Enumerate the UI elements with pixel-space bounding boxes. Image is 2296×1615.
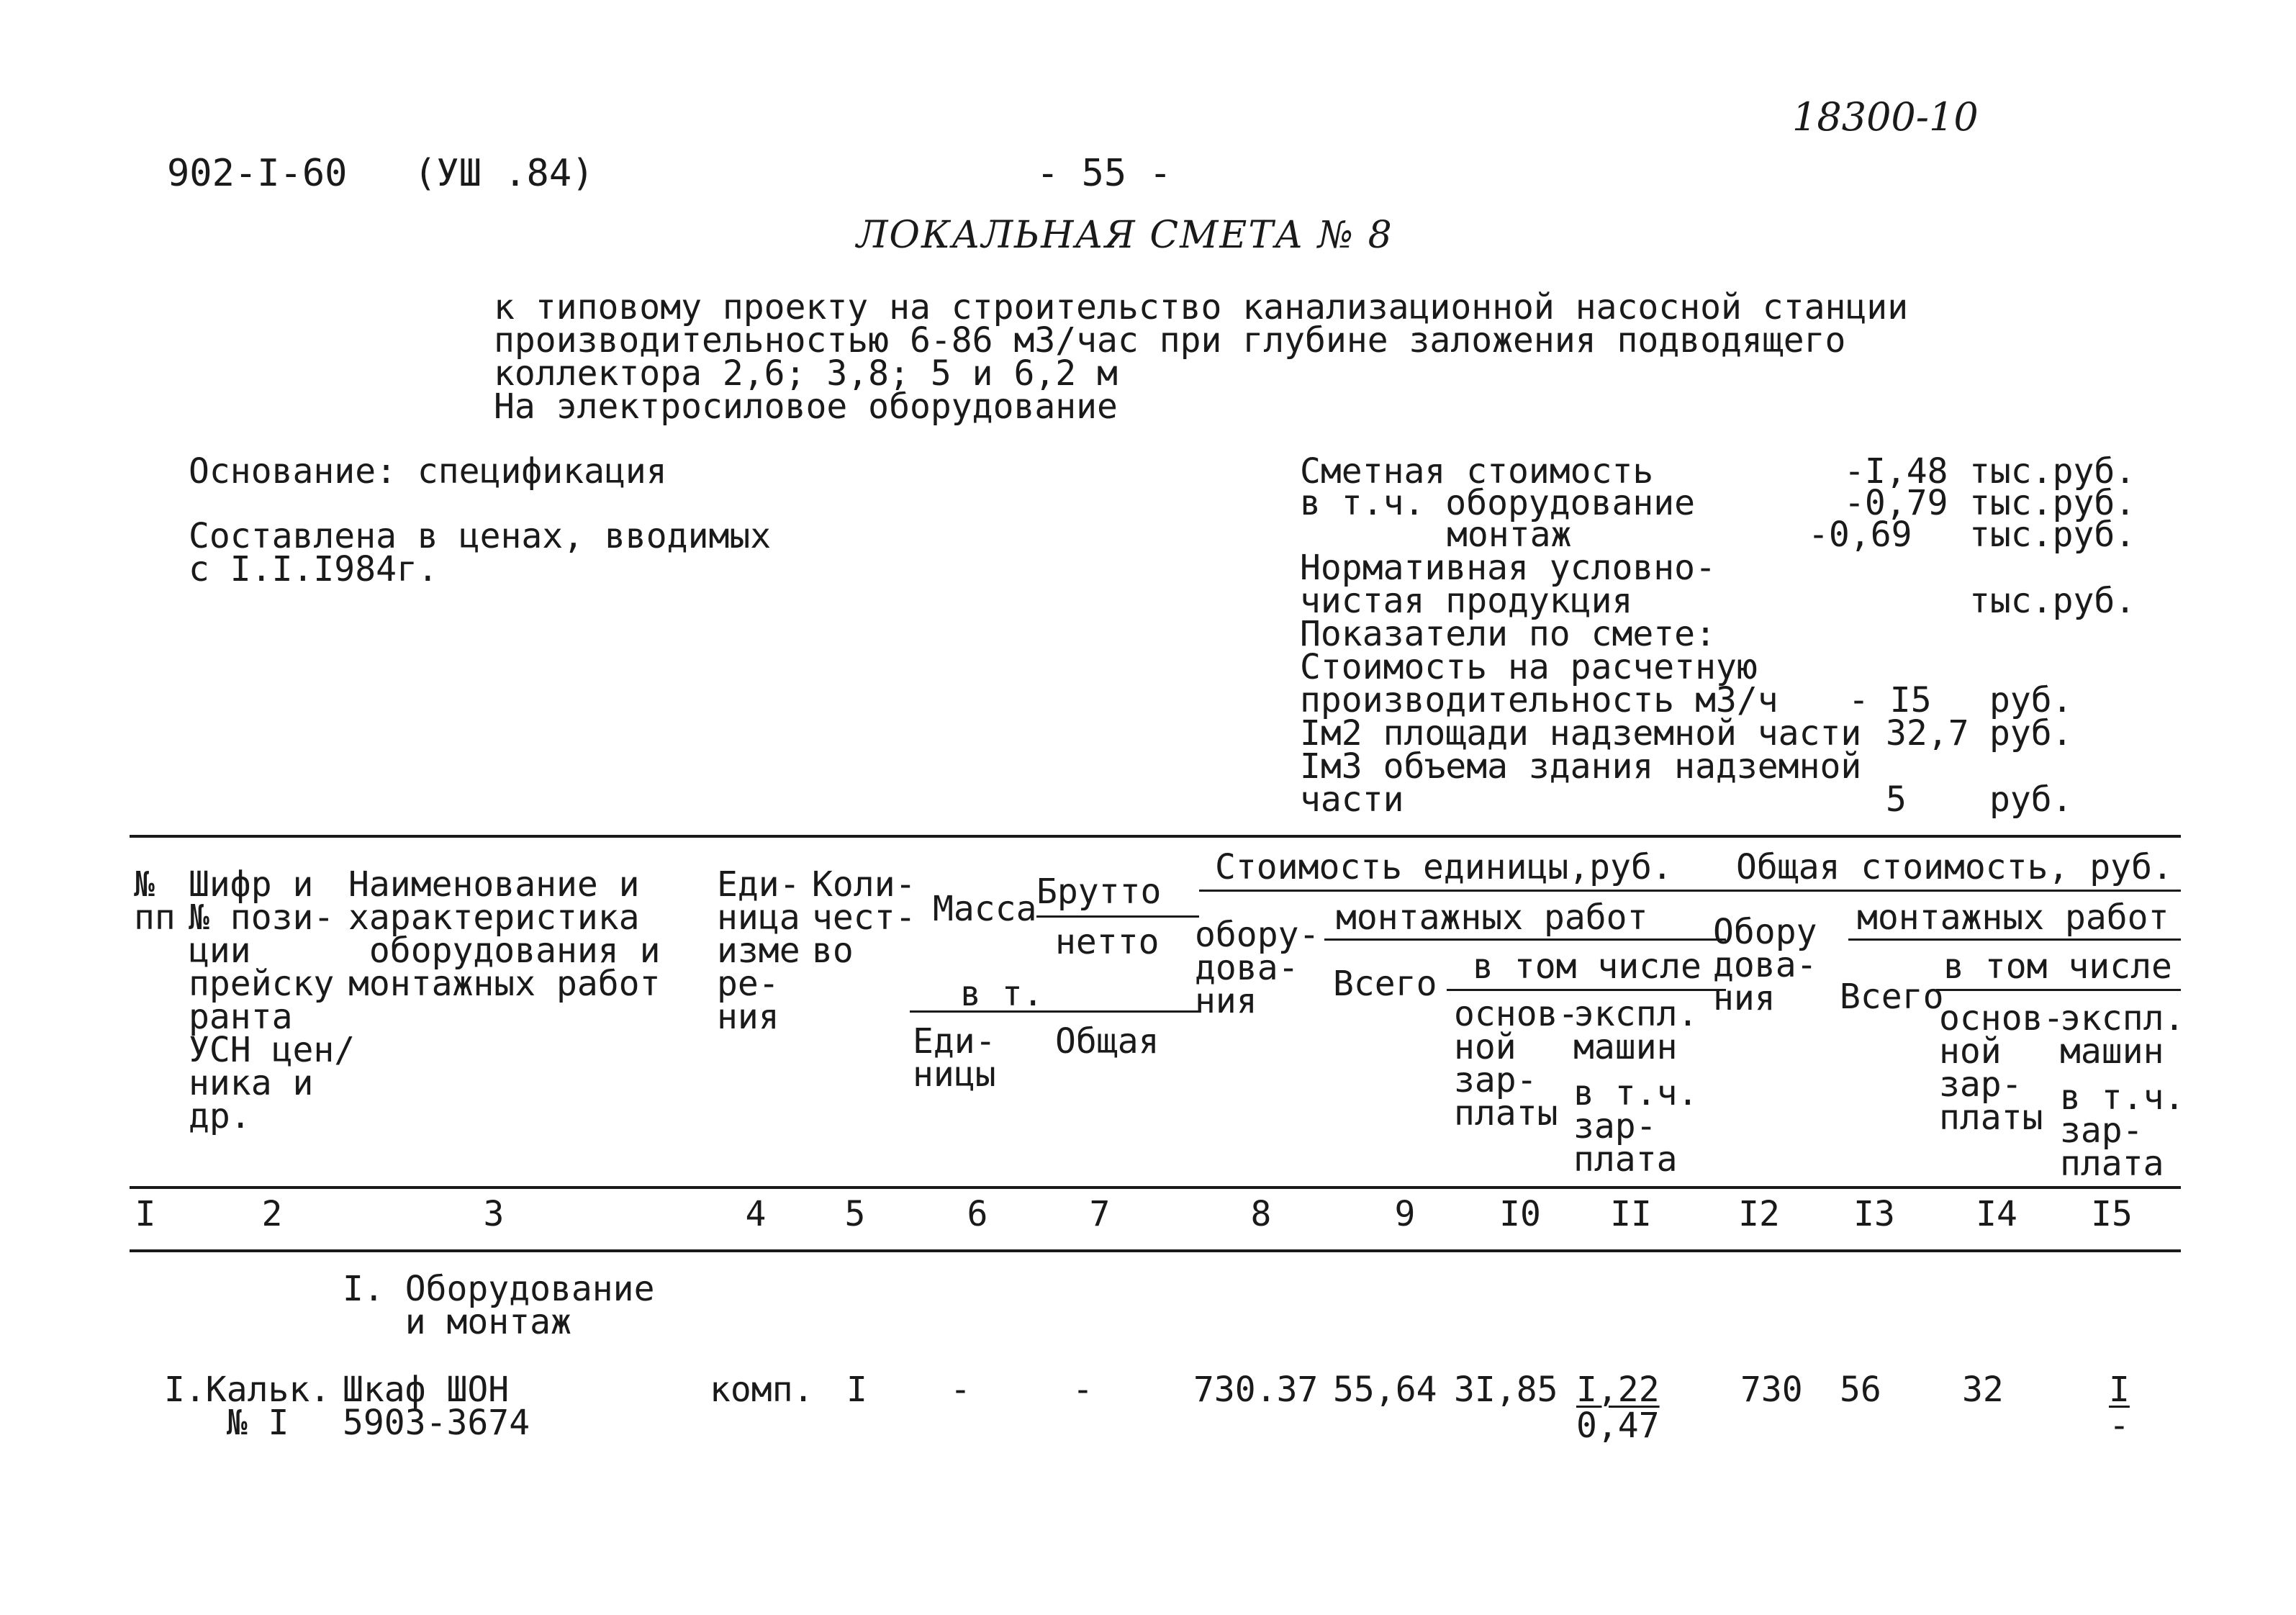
col-group-install-works-total: монтажных работ bbox=[1857, 897, 2169, 938]
indicators-label: Показатели по смете: bbox=[1300, 614, 1716, 654]
table-top-rule bbox=[130, 835, 2181, 838]
col-header-in-t: в т. bbox=[960, 974, 1044, 1014]
installation-cost-label: монтаж bbox=[1447, 515, 1572, 555]
col-group-incl2: в том числе bbox=[1943, 946, 2172, 987]
item-base-salary2: 32 bbox=[1962, 1370, 2004, 1410]
col-header-base-salary: основ- ной зар- платы bbox=[1454, 994, 1579, 1134]
capacity-cost-label: Стоимость на расчетную bbox=[1300, 647, 1758, 687]
col-header-mass: Масса bbox=[933, 889, 1037, 929]
item-equip-cost: 730.37 bbox=[1193, 1370, 1319, 1410]
col-header-unit: Еди- ница изме ре- ния bbox=[717, 864, 800, 1037]
section-title: I. Оборудование и монтаж bbox=[343, 1269, 655, 1342]
column-number: 3 bbox=[483, 1194, 505, 1234]
item-machines: I,22 bbox=[1576, 1370, 1660, 1410]
installation-cost-value: -0,69 bbox=[1808, 515, 1912, 555]
estimated-cost-label: Сметная стоимость bbox=[1300, 451, 1654, 492]
item-install-total: 55,64 bbox=[1333, 1370, 1437, 1410]
project-code-suffix: (УШ .84) bbox=[414, 152, 595, 195]
item-unit: комп. bbox=[710, 1370, 814, 1410]
installation-cost-unit: тыс.руб. bbox=[1969, 515, 2136, 555]
equipment-cost-label: в т.ч. оборудование bbox=[1300, 483, 1696, 523]
col-header-brutto: Брутто bbox=[1036, 872, 1162, 912]
item-machines-salary2: - bbox=[2109, 1406, 2130, 1446]
column-number: I0 bbox=[1499, 1194, 1541, 1234]
equipment-cost-value: -0,79 bbox=[1844, 483, 1948, 523]
col-header-netto: нетто bbox=[1055, 922, 1160, 962]
estimated-cost-value: -I,48 bbox=[1844, 451, 1948, 492]
subtitle-line: производительностью 6-86 м3/час при глубине заложения подводящего bbox=[494, 320, 1846, 361]
table-header-bottom-rule bbox=[130, 1186, 2181, 1189]
column-number: I5 bbox=[2091, 1194, 2133, 1234]
column-number: I4 bbox=[1976, 1194, 2017, 1234]
subtitle-line: коллектора 2,6; 3,8; 5 и 6,2 м bbox=[494, 353, 1118, 394]
volume-cost-label: части bbox=[1300, 779, 1404, 820]
volume-cost-unit: руб. bbox=[1989, 779, 2073, 820]
col-header-total2: Всего bbox=[1840, 977, 1944, 1017]
install-works-total-rule bbox=[1848, 938, 2181, 941]
area-cost-value: 32,7 bbox=[1886, 713, 1969, 754]
prices-text: Составлена в ценах, вводимых bbox=[189, 516, 772, 556]
unit-cost-rule bbox=[1199, 890, 1726, 892]
basis-text: Основание: спецификация bbox=[189, 451, 667, 492]
col-group-unit-cost: Стоимость единицы,руб. bbox=[1215, 847, 1673, 887]
column-number: 2 bbox=[261, 1194, 283, 1234]
normative-label: чистая продукция bbox=[1300, 581, 1633, 621]
col-header-num: № пп bbox=[134, 864, 176, 938]
col-header-machines: экспл. машин bbox=[1573, 994, 1699, 1067]
col-group-incl: в том числе bbox=[1473, 946, 1701, 987]
col-header-machines-salary: в т.ч. зар- плата bbox=[1573, 1073, 1699, 1180]
col-header-qty: Коли- чест- во bbox=[812, 864, 916, 971]
column-number: 8 bbox=[1250, 1194, 1272, 1234]
subtitle-line: к типовому проекту на строительство канализационной насосной станции bbox=[494, 287, 1909, 327]
column-number: II bbox=[1610, 1194, 1652, 1234]
total-cost-rule bbox=[1726, 890, 2181, 892]
col-header-code: Шифр и № пози- ции прейску ранта УСН цен/ ника и др. bbox=[189, 864, 356, 1136]
col-header-unit-mass: Еди- ницы bbox=[913, 1021, 996, 1095]
subtitle-line: На электросиловое оборудование bbox=[494, 386, 1118, 427]
area-cost-unit: руб. bbox=[1989, 713, 2073, 754]
col-header-machines-salary2: в т.ч. зар- плата bbox=[2060, 1077, 2185, 1184]
col-group-install-works: монтажных работ bbox=[1336, 897, 1648, 938]
column-number: 7 bbox=[1089, 1194, 1111, 1234]
column-number: 9 bbox=[1394, 1194, 1416, 1234]
mass-rule bbox=[910, 1010, 1199, 1013]
col-group-total-cost: Общая стоимость, руб. bbox=[1736, 847, 2173, 887]
estimated-cost-unit: тыс.руб. bbox=[1969, 451, 2136, 492]
project-code: 902-I-60 bbox=[167, 152, 348, 195]
item-base-salary: 3I,85 bbox=[1454, 1370, 1558, 1410]
equipment-cost-unit: тыс.руб. bbox=[1969, 483, 2136, 523]
column-number: I bbox=[135, 1194, 156, 1234]
incl-total-rule bbox=[1936, 989, 2181, 991]
capacity-cost-value: - I5 bbox=[1848, 680, 1932, 720]
col-header-equip-total: Обору дова- ния bbox=[1713, 912, 1817, 1018]
item-mass-unit: - bbox=[950, 1370, 971, 1410]
item-mass-total: - bbox=[1072, 1370, 1093, 1410]
normative-unit: тыс.руб. bbox=[1969, 581, 2136, 621]
archive-stamp: 18300-10 bbox=[1792, 94, 1979, 140]
area-cost-label: Iм2 площади надземной части bbox=[1300, 713, 1862, 754]
item-qty: I bbox=[846, 1370, 867, 1410]
col-header-name: Наименование и характеристика оборудования и монтажных работ bbox=[348, 864, 661, 1004]
col-header-total-mass: Общая bbox=[1055, 1021, 1160, 1062]
column-number: 6 bbox=[967, 1194, 988, 1234]
volume-cost-value: 5 bbox=[1886, 779, 1907, 820]
row-number: I.Кальк. № I bbox=[164, 1370, 331, 1443]
col-header-equip-unit: обору- дова- ния bbox=[1195, 915, 1320, 1021]
column-number: 4 bbox=[745, 1194, 767, 1234]
capacity-cost-unit: руб. bbox=[1989, 680, 2073, 720]
item-machines2: I bbox=[2109, 1370, 2130, 1410]
column-number: 5 bbox=[844, 1194, 866, 1234]
col-header-machines2: экспл. машин bbox=[2060, 998, 2185, 1072]
prices-date: с I.I.I984г. bbox=[189, 549, 438, 589]
col-header-base-salary2: основ- ной зар- платы bbox=[1939, 998, 2064, 1138]
capacity-cost-label: производительность м3/ч bbox=[1300, 680, 1779, 720]
column-number: I3 bbox=[1853, 1194, 1895, 1234]
normative-label: Нормативная условно- bbox=[1300, 548, 1716, 588]
document-title: ЛОКАЛЬНАЯ СМЕТА № 8 bbox=[857, 214, 1393, 257]
col-header-total: Всего bbox=[1333, 964, 1437, 1004]
page-number: - 55 - bbox=[1036, 152, 1172, 195]
item-name: Шкаф ШОН 5903-3674 bbox=[343, 1370, 530, 1443]
volume-cost-label: Iм3 объема здания надземной bbox=[1300, 746, 1862, 787]
brutto-netto-rule bbox=[1036, 915, 1199, 918]
incl-rule bbox=[1447, 989, 1726, 991]
item-install-total2: 56 bbox=[1840, 1370, 1881, 1410]
item-equip-total: 730 bbox=[1740, 1370, 1803, 1410]
column-numbers-rule bbox=[130, 1249, 2181, 1252]
item-machines-salary: 0,47 bbox=[1576, 1406, 1660, 1446]
install-works-rule bbox=[1324, 938, 1726, 941]
column-number: I2 bbox=[1738, 1194, 1780, 1234]
